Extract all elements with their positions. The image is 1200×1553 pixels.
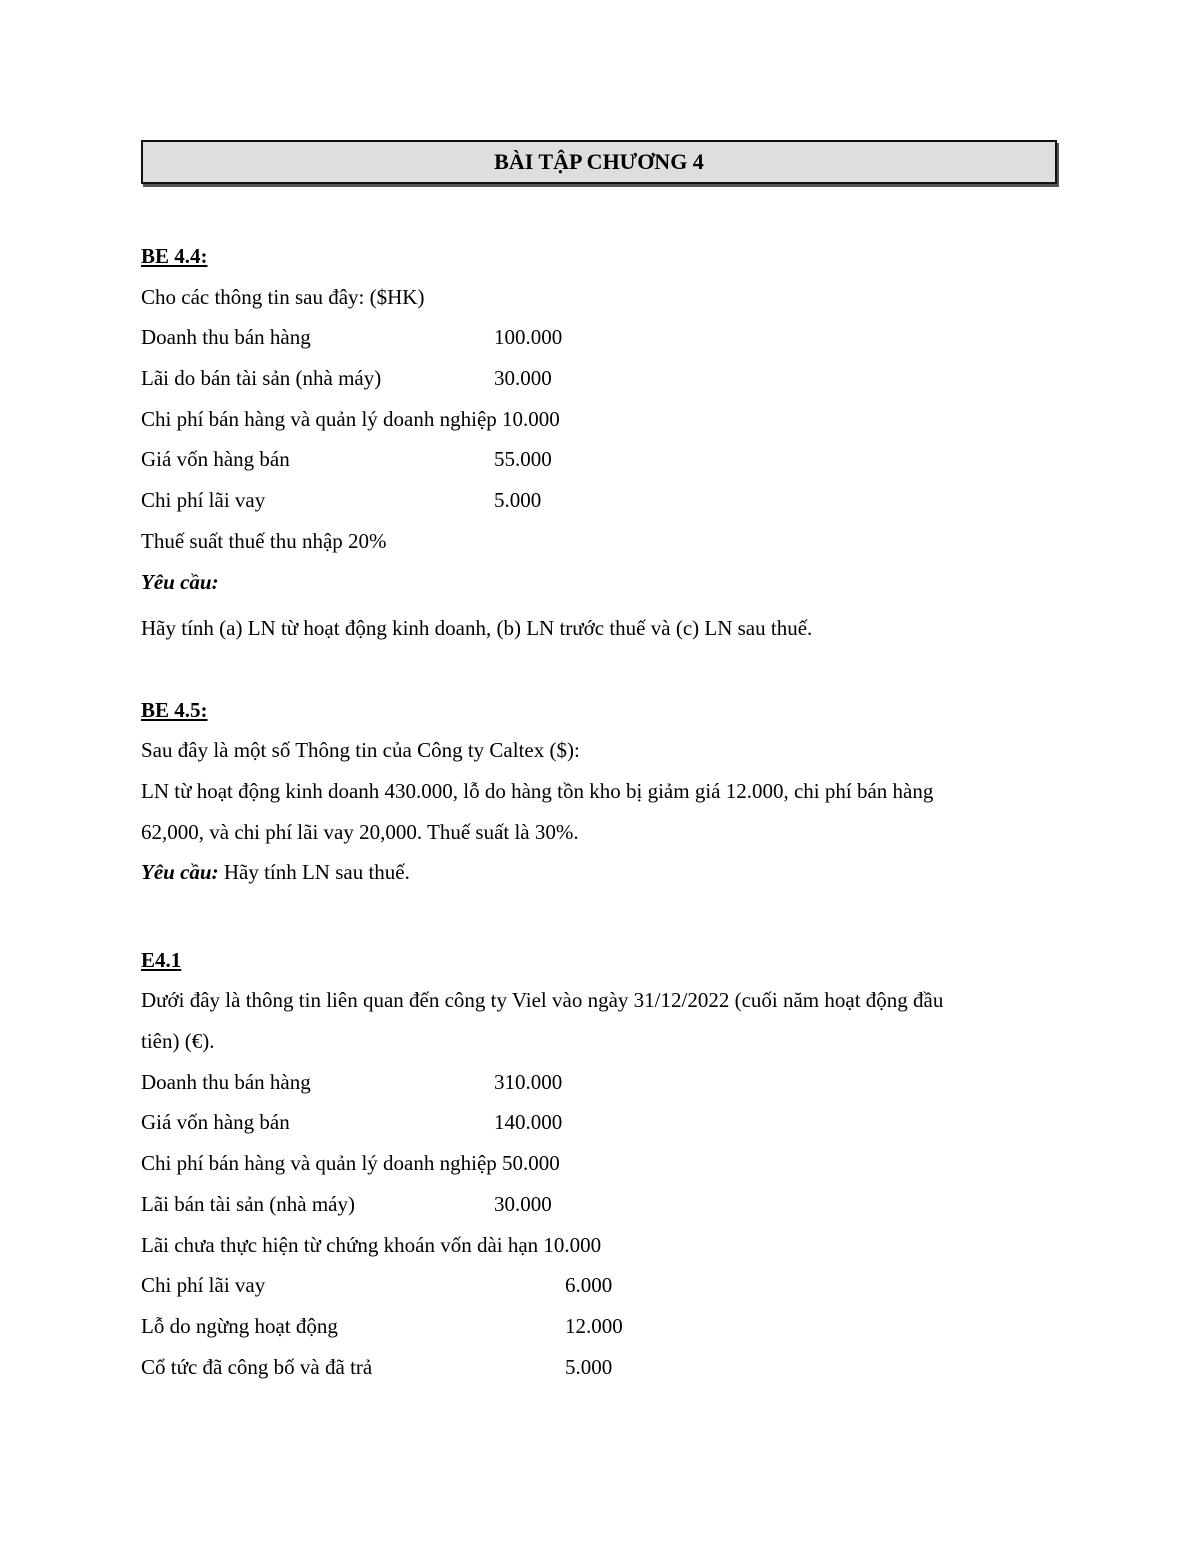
- row-label: Lỗ do ngừng hoạt động: [141, 1313, 338, 1338]
- row-label: Giá vốn hàng bán: [141, 1110, 290, 1135]
- data-row: Chi phí bán hàng và quản lý doanh nghiệp 10.000: [141, 406, 560, 431]
- data-row: Lãi chưa thực hiện từ chứng khoán vốn dài hạn 10.000: [141, 1232, 602, 1257]
- row-value: 140.000: [494, 1110, 563, 1135]
- data-row: [141, 1306, 1061, 1347]
- row-value: 6.000: [565, 1273, 613, 1298]
- paragraph-line: 62,000, và chi phí lãi vay 20,000. Thuế suất là 30%.: [141, 819, 579, 844]
- data-row: [141, 317, 1061, 358]
- tax-rate: Thuế suất thuế thu nhập 20%: [141, 528, 387, 553]
- row-label: Doanh thu bán hàng: [141, 325, 311, 350]
- section-e41: [141, 940, 1061, 1388]
- row-value: 5.000: [494, 488, 542, 513]
- requirement: [141, 852, 1061, 893]
- row-label: Giá vốn hàng bán: [141, 447, 290, 472]
- row-label: Cổ tức đã công bố và đã trả: [141, 1354, 373, 1379]
- data-row: [141, 1184, 1061, 1225]
- data-row: Chi phí bán hàng và quản lý doanh nghiệp 50.000: [141, 1151, 560, 1176]
- row-value: 5.000: [565, 1354, 613, 1379]
- section-heading: E4.1: [141, 947, 182, 972]
- data-row: [141, 1062, 1061, 1103]
- section-intro: tiên) (€).: [141, 1029, 215, 1054]
- data-row: [141, 1102, 1061, 1143]
- requirement-label: Yêu cầu:: [141, 860, 219, 885]
- row-value: 12.000: [565, 1313, 623, 1338]
- row-label: Chi phí lãi vay: [141, 488, 266, 513]
- section-be44: [141, 236, 1061, 649]
- row-label: Lãi do bán tài sản (nhà máy): [141, 366, 382, 391]
- data-row: [141, 1265, 1061, 1306]
- data-row: [141, 1347, 1061, 1388]
- row-value: 30.000: [494, 366, 552, 391]
- requirement-label: Yêu cầu:: [141, 569, 219, 594]
- data-row: [141, 480, 1061, 521]
- section-intro: Dưới đây là thông tin liên quan đến công ty Viel vào ngày 31/12/2022 (cuối năm hoạt động đầu: [141, 988, 944, 1013]
- row-value: 30.000: [494, 1191, 552, 1216]
- row-label: Doanh thu bán hàng: [141, 1069, 311, 1094]
- paragraph-line: LN từ hoạt động kinh doanh 430.000, lỗ do hàng tồn kho bị giảm giá 12.000, chi phí bán hàng: [141, 778, 934, 803]
- page-title-text: BÀI TẬP CHƯƠNG 4: [494, 149, 704, 174]
- section-intro: Cho các thông tin sau đây: ($HK): [141, 284, 425, 309]
- row-label: Lãi bán tài sản (nhà máy): [141, 1191, 355, 1216]
- requirement-text: Hãy tính LN sau thuế.: [218, 860, 410, 885]
- document-page: [141, 140, 1061, 1387]
- section-intro: Sau đây là một số Thông tin của Công ty Caltex ($):: [141, 738, 580, 763]
- page-title: [141, 140, 1057, 184]
- row-value: 310.000: [494, 1069, 563, 1094]
- section-heading: BE 4.4:: [141, 244, 208, 268]
- row-value: 100.000: [494, 325, 563, 350]
- data-row: [141, 358, 1061, 399]
- row-value: 55.000: [494, 447, 552, 472]
- section-heading: BE 4.5:: [141, 697, 208, 722]
- requirement-text: Hãy tính (a) LN từ hoạt động kinh doanh, (b) LN trước thuế và (c) LN sau thuế.: [141, 616, 813, 641]
- section-be45: [141, 690, 1061, 893]
- row-label: Chi phí lãi vay: [141, 1273, 266, 1298]
- data-row: [141, 439, 1061, 480]
